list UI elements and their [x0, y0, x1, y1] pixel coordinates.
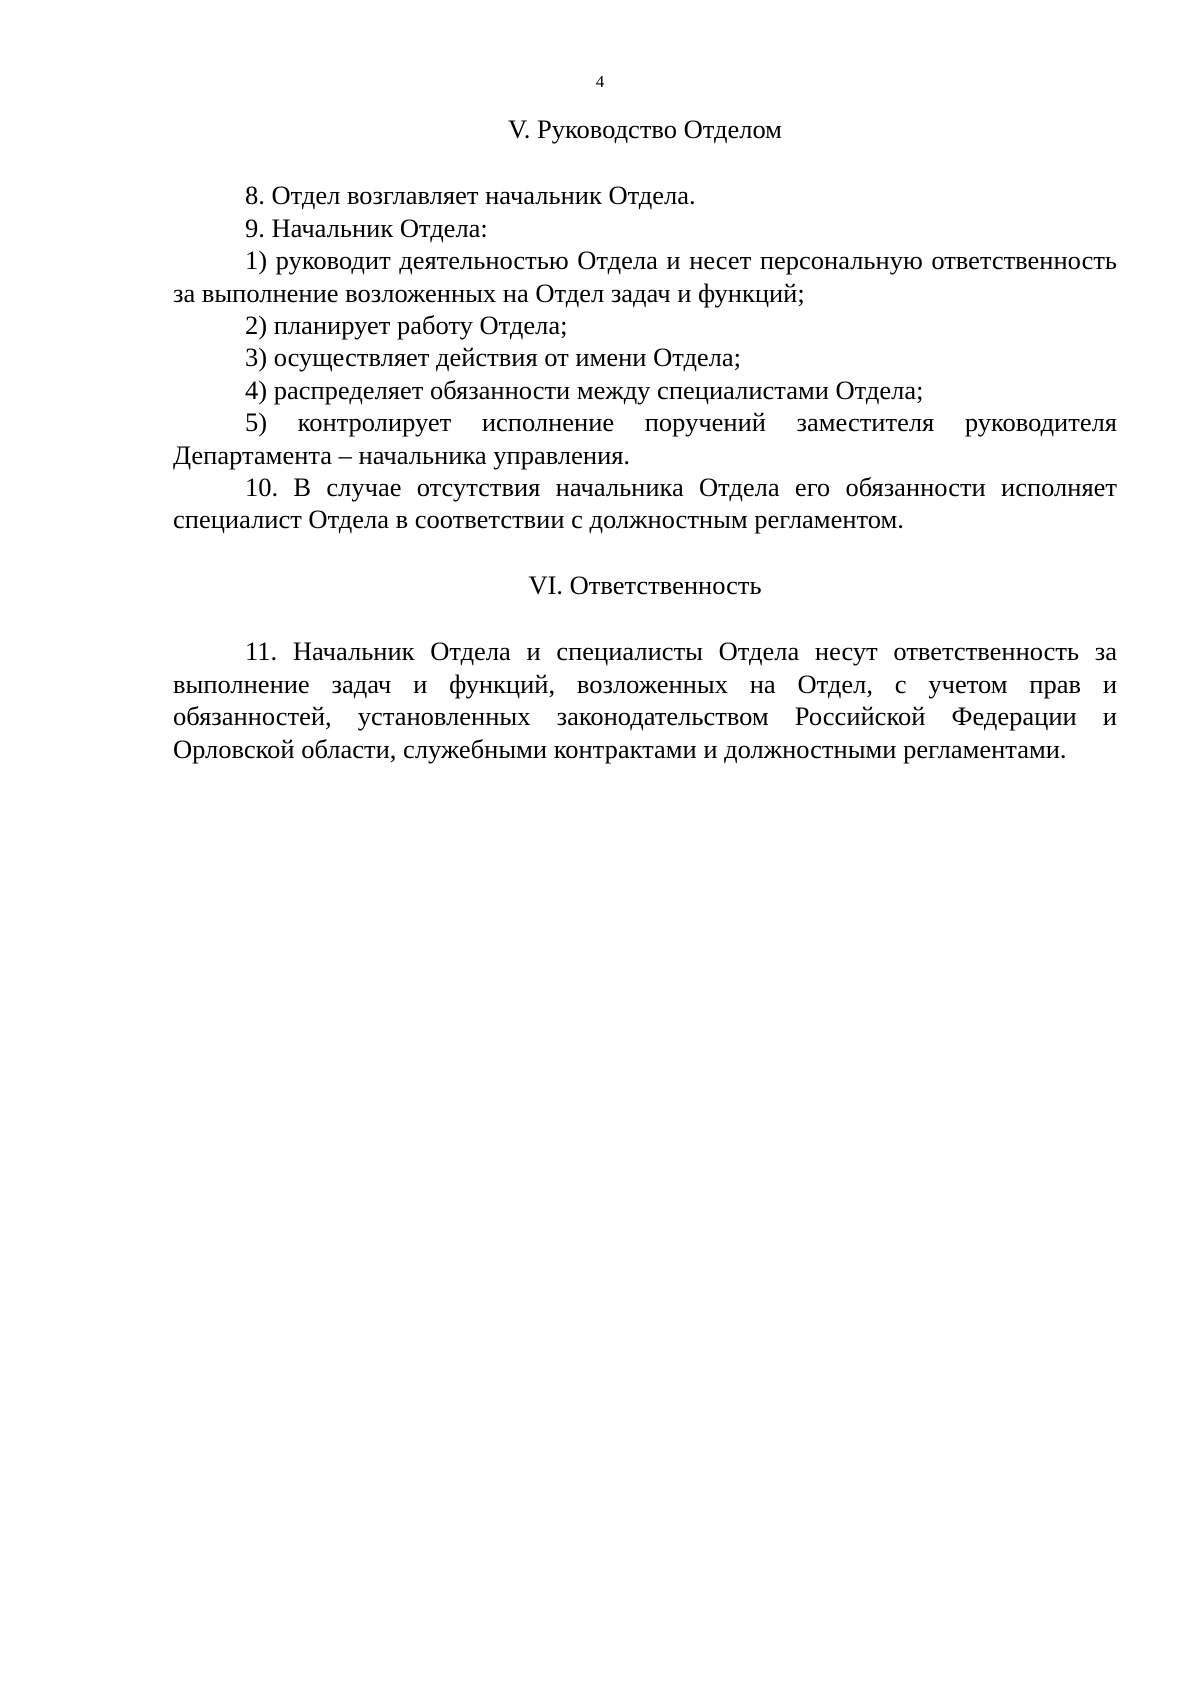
document-body: [173, 113, 1117, 765]
paragraph-9-item-4: 4) распределяет обязанности между специалистами Отдела;: [245, 374, 924, 405]
paragraph-9-item-2: 2) планирует работу Отдела;: [245, 310, 568, 341]
section-heading-responsibility: VI. Ответственность: [528, 569, 762, 600]
paragraph-10: 10. В случае отсутствия начальника Отдела его обязанности исполняет специалист Отдела в соответствии с должностным регламентом.: [173, 472, 1117, 535]
section-heading-management: V. Руководство Отделом: [508, 114, 782, 144]
paragraph-8: 8. Отдел возглавляет начальник Отдела.: [245, 180, 696, 211]
paragraph-9-item-1: 1) руководит деятельностью Отдела и несет персональную ответственность за выполнение возложенных на Отдел задач и функций;: [173, 245, 1117, 308]
paragraph-9-item-5: 5) контролирует исполнение поручений заместителя руководителя Департамента – начальника управления.: [173, 407, 1117, 470]
paragraph-9-item-3: 3) осуществляет действия от имени Отдела;: [245, 342, 742, 373]
page-number: 4: [595, 72, 605, 91]
paragraph-9: 9. Начальник Отдела:: [245, 212, 488, 243]
paragraph-11: 11. Начальник Отдела и специалисты Отдела несут ответственность за выполнение задач и функций, возложенных на Отдел, с учетом прав и обязанностей, установленных законодательством Российской Федерации и Орловской области, служебными контрактами и должностными регламентами.: [173, 636, 1117, 764]
